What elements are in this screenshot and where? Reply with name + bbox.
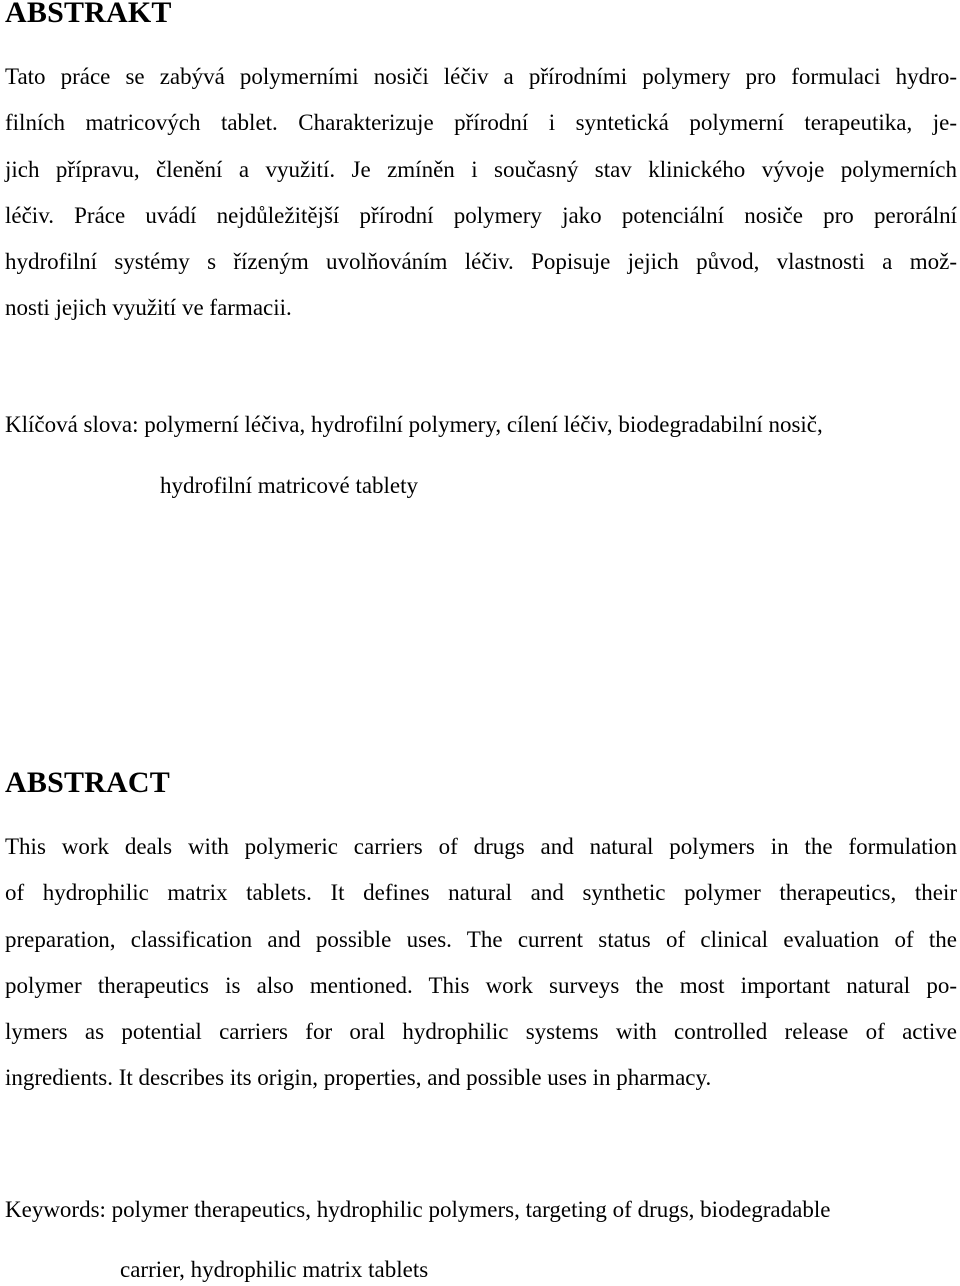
english-abstract-line-2: of hydrophilic matrix tablets. It defines natural and synthetic polymer therapeutics, their bbox=[5, 880, 957, 906]
czech-keywords-line-2: hydrofilní matricové tablety bbox=[160, 473, 419, 498]
english-abstract-line-1: This work deals with polymeric carriers of drugs and natural polymers in the formulation bbox=[5, 834, 957, 859]
czech-abstract-line-2: filních matricových tablet. Charakterizuje přírodní i syntetická polymerní terapeutika, je- bbox=[5, 110, 957, 136]
czech-keywords-line-1: Klíčová slova: polymerní léčiva, hydrofilní polymery, cílení léčiv, biodegradabilní nosič, bbox=[5, 412, 823, 437]
english-keywords-line-2: carrier, hydrophilic matrix tablets bbox=[120, 1257, 429, 1282]
czech-abstract-line-5: hydrofilní systémy s řízeným uvolňováním léčiv. Popisuje jejich původ, vlastnosti a mož- bbox=[5, 249, 957, 275]
english-abstract-line-5: lymers as potential carriers for oral hydrophilic systems with controlled release of active bbox=[5, 1019, 957, 1045]
english-abstract-line-6: ingredients. It describes its origin, properties, and possible uses in pharmacy. bbox=[5, 1065, 712, 1091]
czech-abstract-line-1: Tato práce se zabývá polymerními nosiči léčiv a přírodními polymery pro formulaci hydro- bbox=[5, 64, 957, 89]
czech-abstract-line-3: jich přípravu, členění a využití. Je zmíněn i současný stav klinického vývoje polymerních bbox=[5, 156, 957, 182]
english-abstract-heading: ABSTRACT bbox=[5, 766, 170, 799]
czech-abstract-heading: ABSTRAKT bbox=[5, 0, 172, 29]
english-keywords-line-1: Keywords: polymer therapeutics, hydrophilic polymers, targeting of drugs, biodegradable bbox=[5, 1197, 831, 1222]
english-abstract-paragraph bbox=[5, 824, 957, 1102]
czech-abstract-line-6: nosti jejich využití ve farmacii. bbox=[5, 295, 292, 321]
czech-abstract-paragraph bbox=[5, 54, 957, 332]
czech-abstract-line-4: léčiv. Práce uvádí nejdůležitější přírodní polymery jako potenciální nosiče pro perorální bbox=[5, 202, 957, 228]
english-abstract-line-3: preparation, classification and possible uses. The current status of clinical evaluation of the bbox=[5, 926, 957, 952]
english-abstract-line-4: polymer therapeutics is also mentioned. This work surveys the most important natural po- bbox=[5, 972, 957, 998]
